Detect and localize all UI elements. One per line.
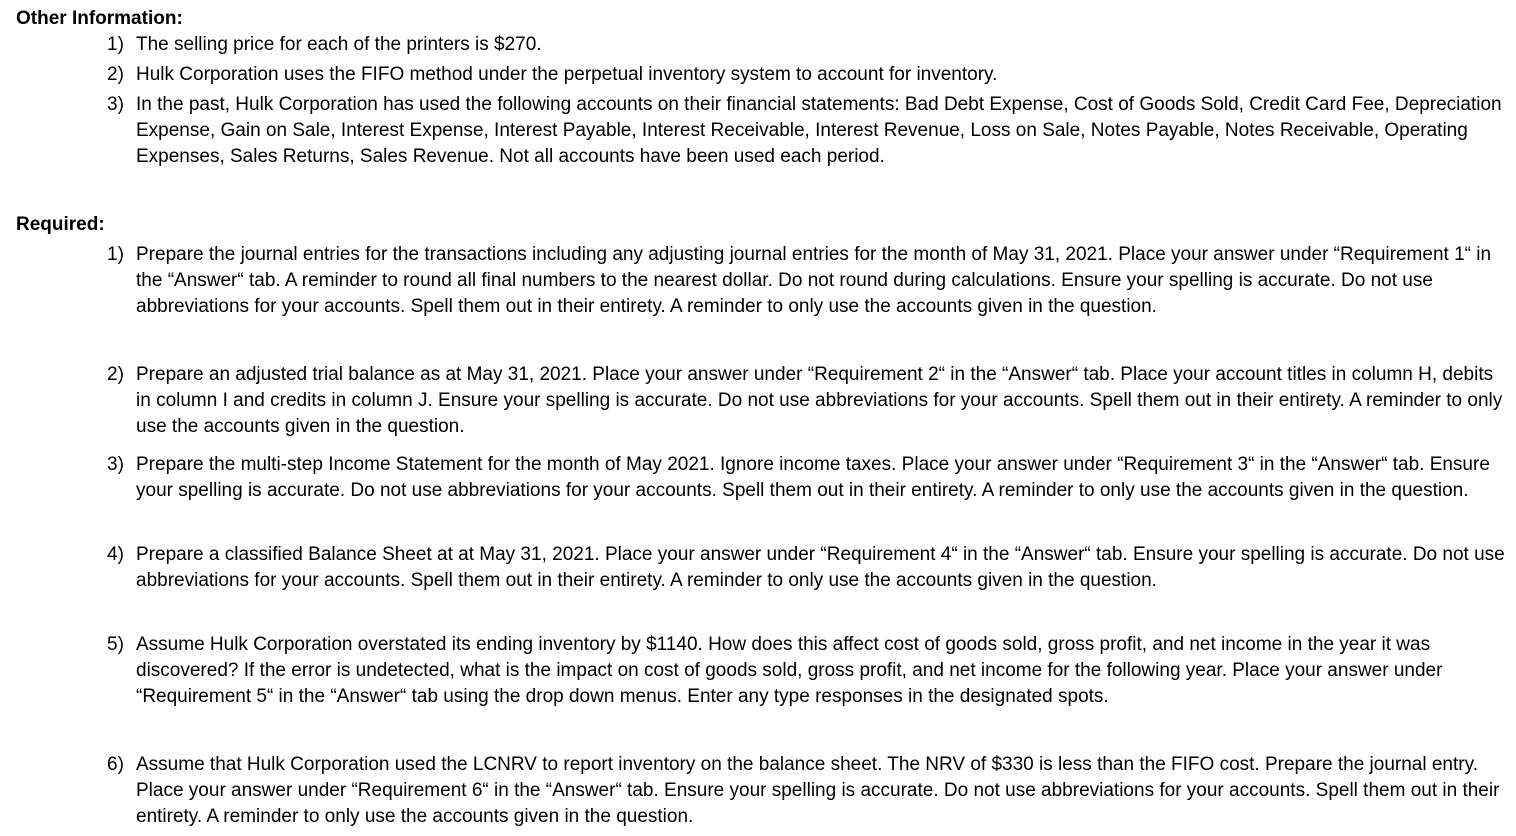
required-item-4 — [107, 542, 1507, 594]
item-number: 5) — [107, 634, 124, 655]
item-number: 3) — [107, 454, 124, 475]
required-heading: Required: — [16, 214, 105, 235]
item-text: Assume Hulk Corporation overstated its ending inventory by $1140. How does this affect cost of goods sold, gross profit, and net income in the year it was discovered? If the error is undetected, what is the impact on cost of goods sold, gross profit, and net income for the following year. Place your answer under “Requirement 5“ in the “Answer“ tab using the drop down menus. Enter any type responses in the designated spots. — [136, 634, 1443, 707]
item-text: The selling price for each of the printers is $270. — [136, 34, 542, 55]
item-number: 1) — [107, 244, 124, 265]
item-number: 4) — [107, 544, 124, 565]
other-info-item-3 — [107, 92, 1507, 170]
required-item-5 — [107, 632, 1507, 710]
item-text: Hulk Corporation uses the FIFO method under the perpetual inventory system to account for inventory. — [136, 64, 998, 85]
required-item-1 — [107, 242, 1507, 320]
item-text: Prepare an adjusted trial balance as at May 31, 2021. Place your answer under “Requirement 2“ in the “Answer“ tab. Place your account titles in column H, debits in column I and credits in column J. Ensure your spelling is accurate. Do not use abbreviations for your accounts. Spell them out in their entirety. A reminder to only use the accounts given in the question. — [136, 364, 1503, 437]
other-info-item-1 — [107, 32, 1507, 58]
item-text: Assume that Hulk Corporation used the LCNRV to report inventory on the balance sheet. The NRV of $330 is less than the FIFO cost. Prepare the journal entry. Place your answer under “Requirement 6“ in the “Answer“ tab. Ensure your spelling is accurate. Do not use abbreviations for your accounts. Spell them out in their entirety. A reminder to only use the accounts given in the question. — [136, 754, 1500, 827]
required-item-2 — [107, 362, 1507, 440]
item-number: 2) — [107, 364, 124, 385]
item-text: In the past, Hulk Corporation has used the following accounts on their financial statements: Bad Debt Expense, Cost of Goods Sold, Credit Card Fee, Depreciation Expense, Gain on Sale, Interest Expense, Interest Payable, Interest Receivable, Interest Revenue, Loss on Sale, Notes Payable, Notes Receivable, Operating Expenses, Sales Returns, Sales Revenue. Not all accounts have been used each period. — [136, 94, 1502, 167]
item-number: 1) — [107, 34, 124, 55]
other-info-item-2 — [107, 62, 1507, 88]
item-number: 6) — [107, 754, 124, 775]
item-text: Prepare the multi-step Income Statement for the month of May 2021. Ignore income taxes. Place your answer under “Requirement 3“ in the “Answer“ tab. Ensure your spelling is accurate. Do not use abbreviations for your accounts. Spell them out in their entirety. A reminder to only use the accounts given in the question. — [136, 454, 1490, 501]
required-item-6 — [107, 752, 1507, 830]
item-number: 2) — [107, 64, 124, 85]
item-text: Prepare the journal entries for the transactions including any adjusting journal entries for the month of May 31, 2021. Place your answer under “Requirement 1“ in the “Answer“ tab. A reminder to round all final numbers to the nearest dollar. Do not round during calculations. Ensure your spelling is accurate. Do not use abbreviations for your accounts. Spell them out in their entirety. A reminder to only use the accounts given in the question. — [136, 244, 1492, 317]
item-number: 3) — [107, 94, 124, 115]
other-information-heading: Other Information: — [16, 8, 183, 29]
required-item-3 — [107, 452, 1507, 504]
item-text: Prepare a classified Balance Sheet at at May 31, 2021. Place your answer under “Requirement 4“ in the “Answer“ tab. Ensure your spelling is accurate. Do not use abbreviations for your accounts. Spell them out in their entirety. A reminder to only use the accounts given in the question. — [136, 544, 1505, 591]
